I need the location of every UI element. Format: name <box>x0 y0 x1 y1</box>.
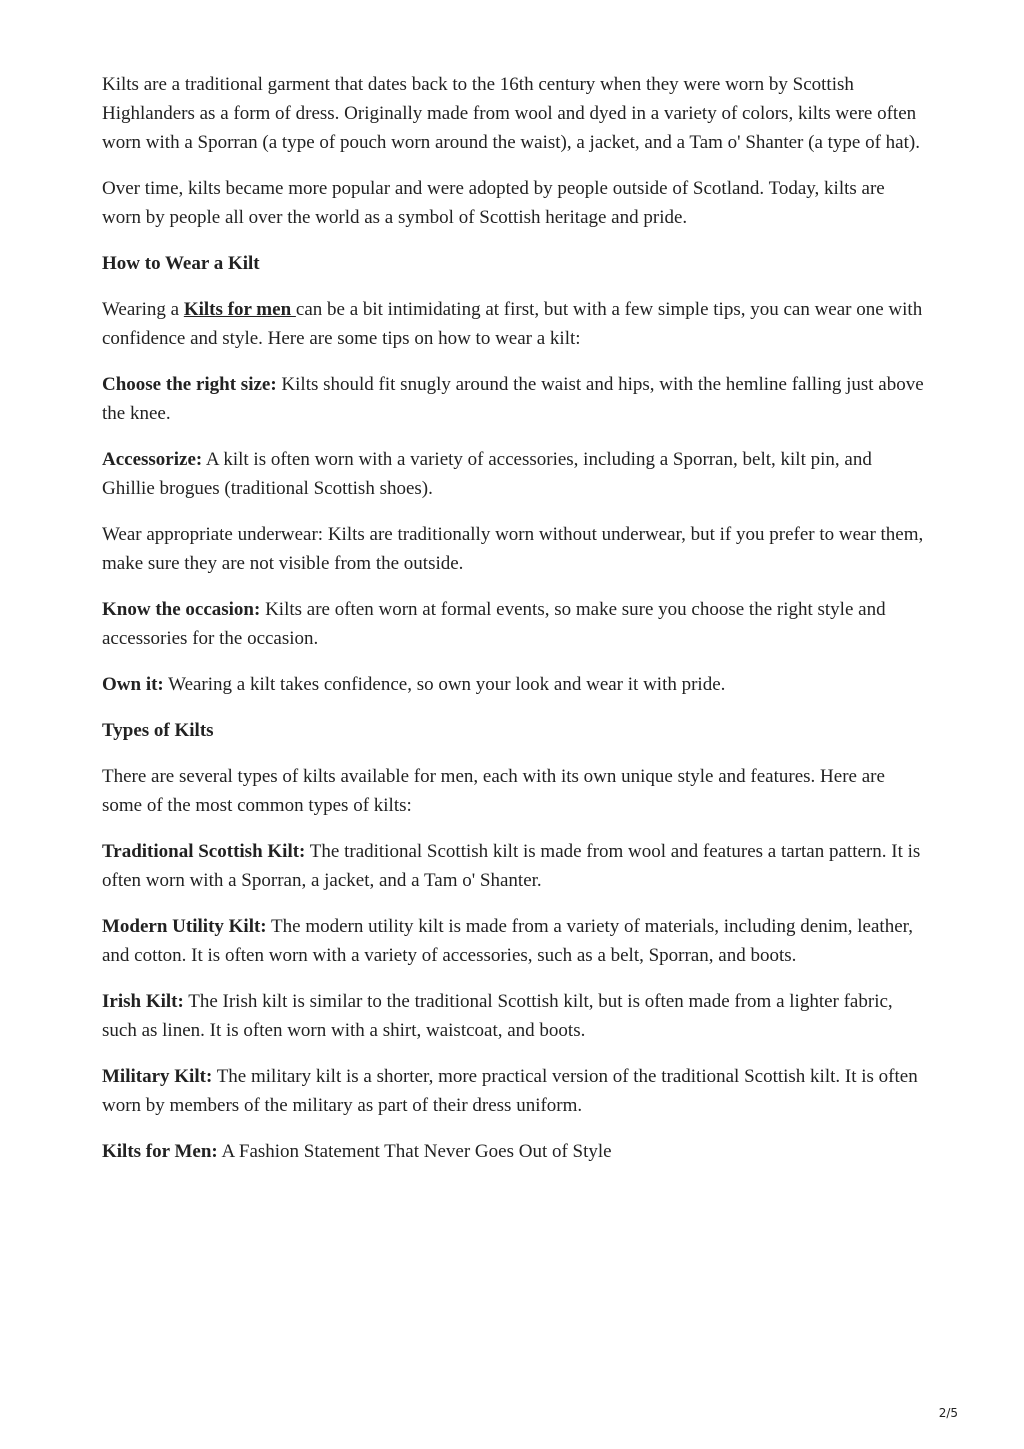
document-body <box>102 70 924 1183</box>
fashion-statement <box>102 1137 924 1166</box>
tip-size <box>102 370 924 428</box>
type-traditional <box>102 837 924 895</box>
page-number: 2/5 <box>938 1406 958 1420</box>
fashion-text: A Fashion Statement That Never Goes Out of Style <box>217 1141 612 1162</box>
tip-occasion <box>102 595 924 653</box>
type-traditional-label: Traditional Scottish Kilt: <box>102 841 306 862</box>
wear-intro-suffix: can be a bit intimidating at first, but with a few simple tips, you can wear one with confidence and style. Here are some tips on how to wear a kilt: <box>102 299 923 349</box>
tip-own-label: Own it: <box>102 674 164 695</box>
wear-intro-prefix: Wearing a <box>102 299 184 320</box>
intro-paragraph-1: Kilts are a traditional garment that dates back to the 16th century when they were worn by Scottish Highlanders as a form of dress. Originally made from wool and dyed in a variety of colors, kilts were often worn with a Sporran (a type of pouch worn around the waist), a jacket, and a Tam o' Shanter (a type of hat). <box>102 74 920 153</box>
tip-underwear: Wear appropriate underwear: Kilts are traditionally worn without underwear, but if you prefer to wear them, make sure they are not visible from the outside. <box>102 524 924 574</box>
type-military-text: The military kilt is a shorter, more practical version of the traditional Scottish kilt. It is often worn by members of the military as part of their dress uniform. <box>102 1066 918 1116</box>
tip-accessorize <box>102 445 924 503</box>
heading-types-of-kilts: Types of Kilts <box>102 720 214 741</box>
type-modern-label: Modern Utility Kilt: <box>102 916 267 937</box>
type-modern-text: The modern utility kilt is made from a variety of materials, including denim, leather, and cotton. It is often worn with a variety of accessories, such as a belt, Sporran, and boots. <box>102 916 913 966</box>
tip-size-text: Kilts should fit snugly around the waist and hips, with the hemline falling just above the knee. <box>102 374 924 424</box>
type-traditional-text: The traditional Scottish kilt is made from wool and features a tartan pattern. It is often worn with a Sporran, a jacket, and a Tam o' Shanter. <box>102 841 921 891</box>
type-military-label: Military Kilt: <box>102 1066 213 1087</box>
type-irish <box>102 987 924 1045</box>
tip-occasion-label: Know the occasion: <box>102 599 261 620</box>
type-military <box>102 1062 924 1120</box>
type-irish-label: Irish Kilt: <box>102 991 184 1012</box>
type-modern-utility <box>102 912 924 970</box>
intro-paragraph-2: Over time, kilts became more popular and were adopted by people outside of Scotland. Today, kilts are worn by people all over the world as a symbol of Scottish heritage and pride. <box>102 178 885 228</box>
fashion-label: Kilts for Men: <box>102 1141 218 1162</box>
kilts-for-men-link[interactable]: Kilts for men <box>183 299 296 320</box>
tip-own-text: Wearing a kilt takes confidence, so own your look and wear it with pride. <box>163 674 726 695</box>
type-irish-text: The Irish kilt is similar to the traditional Scottish kilt, but is often made from a lighter fabric, such as linen. It is often worn with a shirt, waistcoat, and boots. <box>102 991 893 1041</box>
tip-occasion-text: Kilts are often worn at formal events, so make sure you choose the right style and accessories for the occasion. <box>102 599 886 649</box>
tip-own-it <box>102 670 924 699</box>
tip-accessorize-text: A kilt is often worn with a variety of accessories, including a Sporran, belt, kilt pin, and Ghillie brogues (traditional Scottish shoes). <box>102 449 872 499</box>
tip-size-label: Choose the right size: <box>102 374 277 395</box>
tip-accessorize-label: Accessorize: <box>102 449 203 470</box>
heading-how-to-wear: How to Wear a Kilt <box>102 253 260 274</box>
types-intro-paragraph: There are several types of kilts available for men, each with its own unique style and features. Here are some of the most common types of kilts: <box>102 766 885 816</box>
wear-intro-paragraph <box>102 295 924 353</box>
